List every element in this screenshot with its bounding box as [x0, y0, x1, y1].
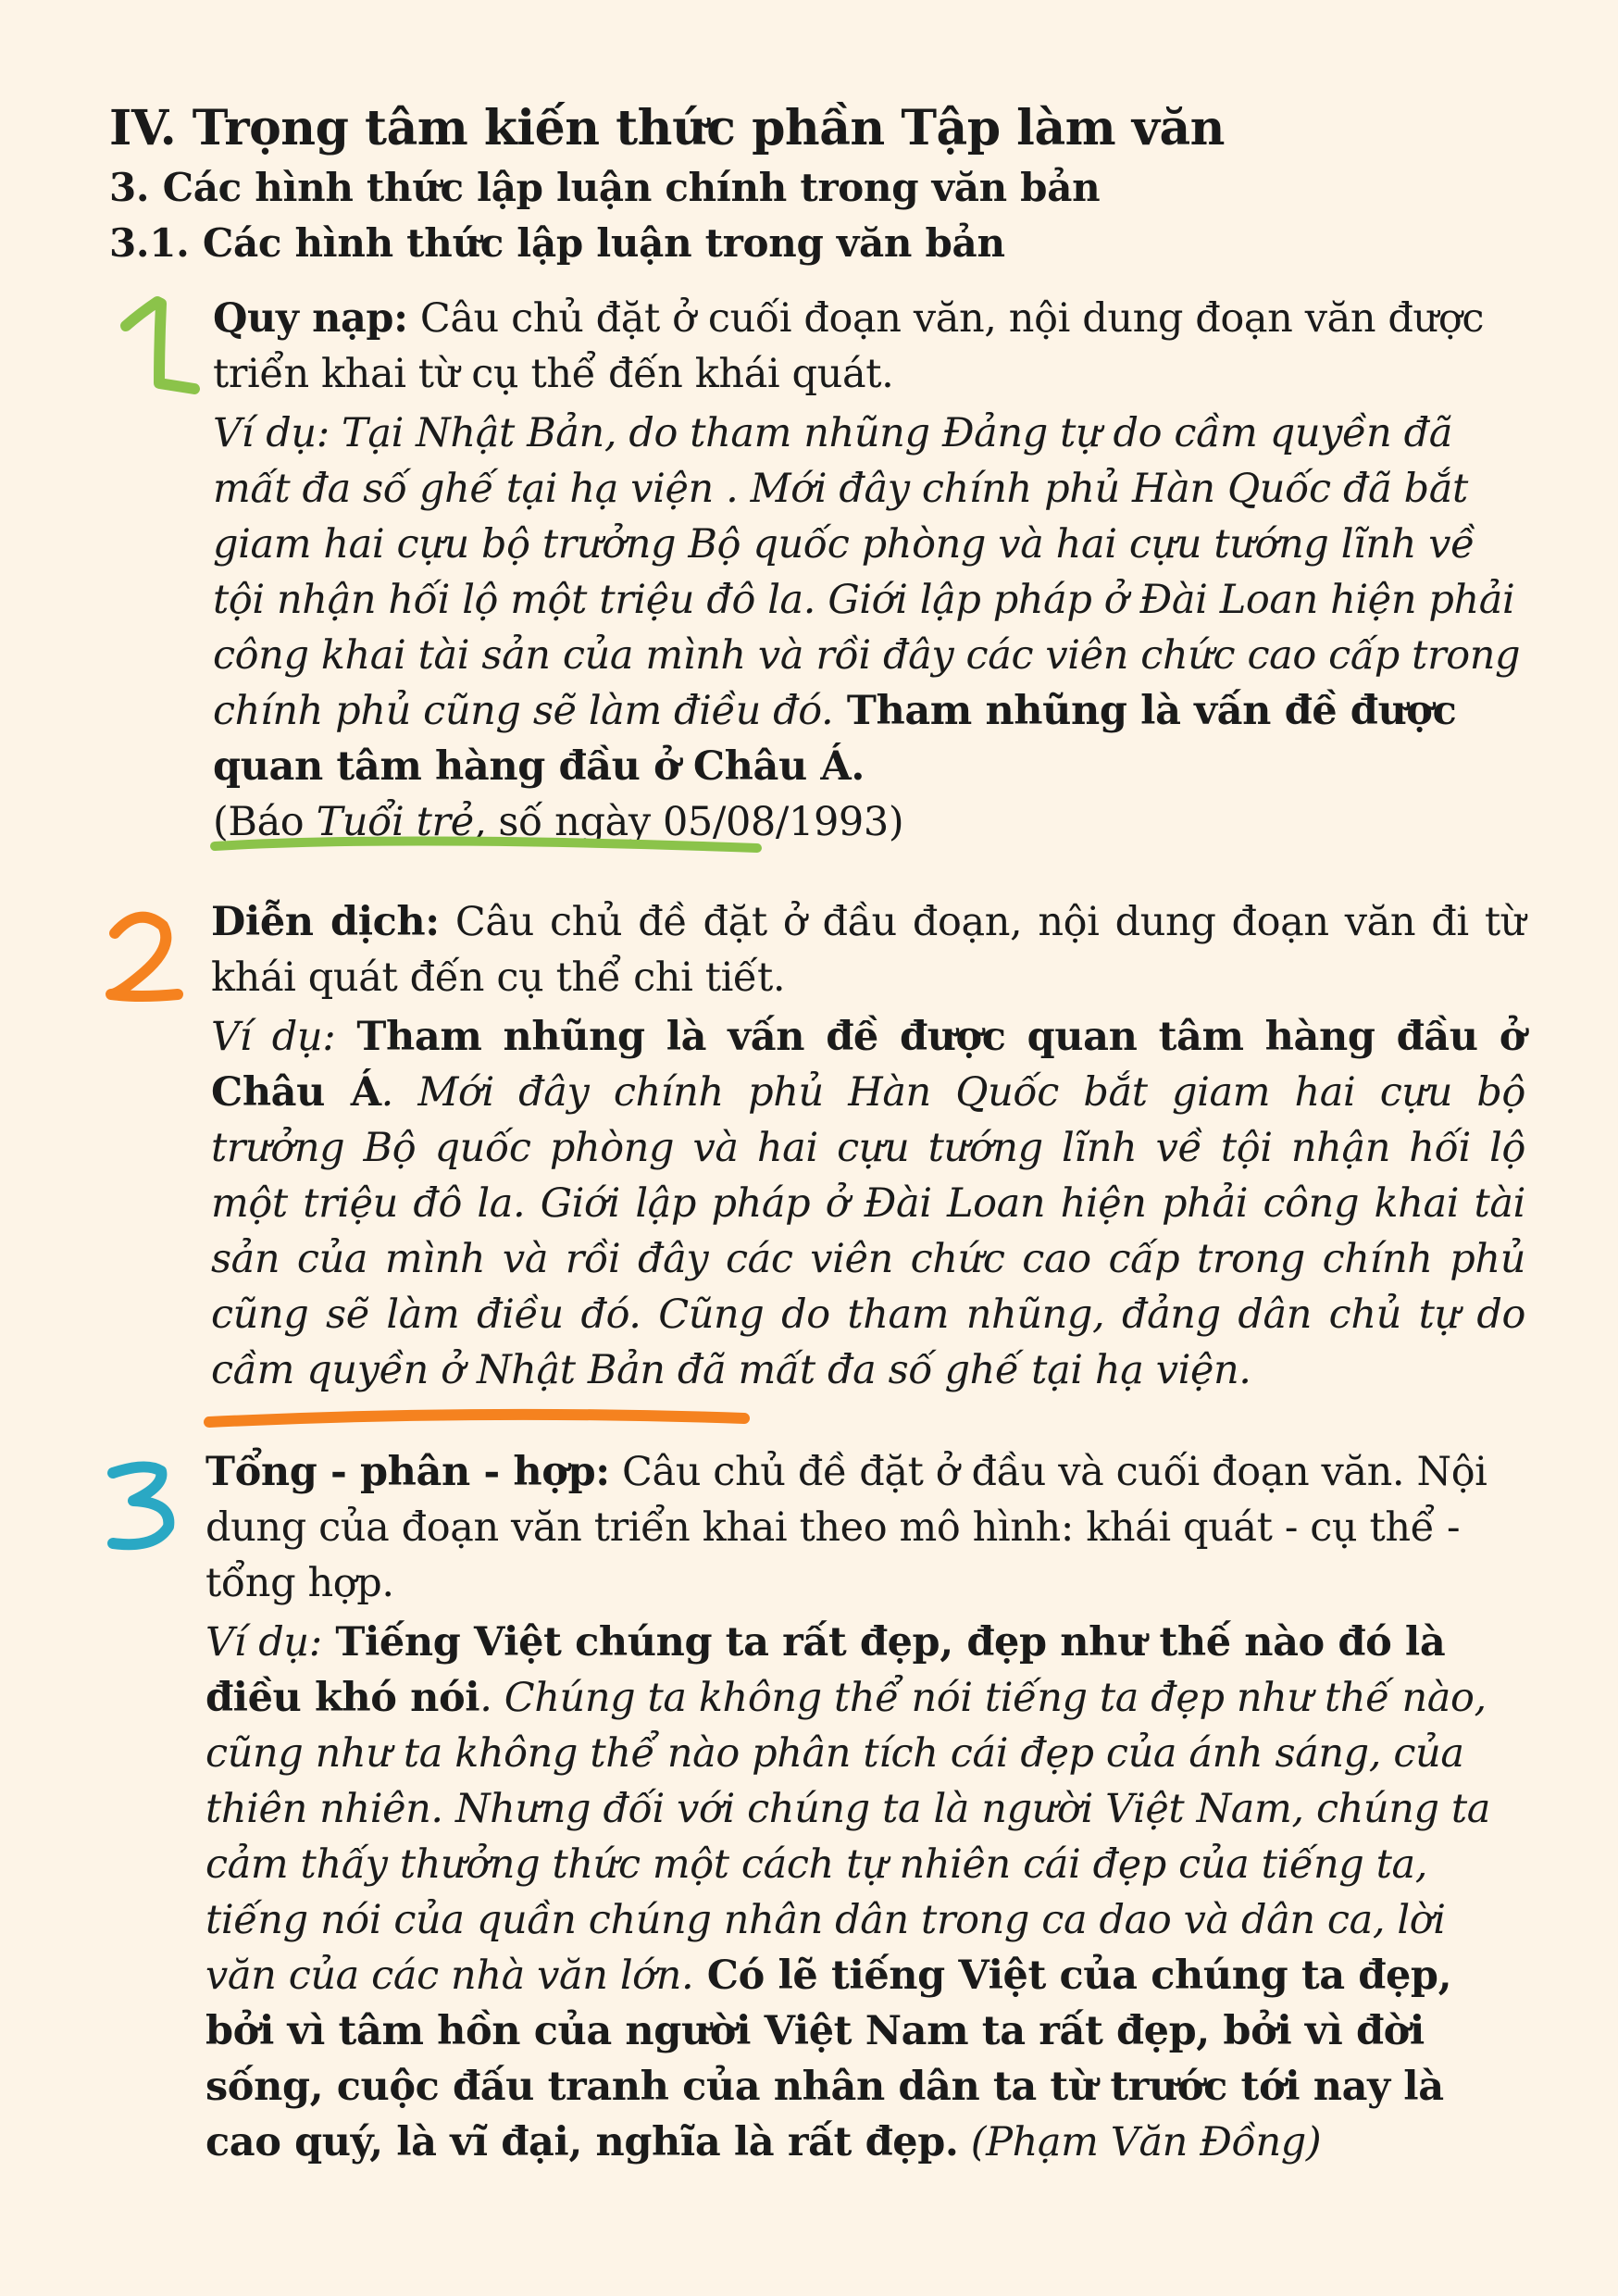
subheading-1: 3. Các hình thức lập luận chính trong văn bản: [109, 165, 1101, 210]
example-source: (Báo Tuổi trẻ, số ngày 05/08/1993): [213, 799, 904, 845]
page-heading: IV. Trọng tâm kiến thức phần Tập làm văn: [109, 100, 1225, 156]
example-paragraph: Ví dụ: Tại Nhật Bản, do tham nhũng Đảng tự do cầm quyền đã mất đa số ghế tại hạ viện . Mới đây chính phủ Hàn Quốc đã bắt giam hai cựu bộ trưởng Bộ quốc phòng và hai cựu tướng lĩnh về tội nhận hối lộ một triệu đô la. Giới lập pháp ở Đài Loan hiện phải công khai tài sản của mình và rồi đây các viên chức cao cấp trong chính phủ cũng sẽ làm điều đó. Tham nhũng là vấn đề được quan tâm hàng đầu ở Châu Á.: [213, 410, 1521, 790]
example-paragraph: Ví dụ: Tiếng Việt chúng ta rất đẹp, đẹp như thế nào đó là điều khó nói. Chúng ta không thể nói tiếng ta đẹp như thế nào, cũng như ta không thể nào phân tích cái đẹp của ánh sáng, của thiên nhiên. Nhưng đối với chúng ta là người Việt Nam, chúng ta cảm thấy thưởng thức một cách tự nhiên cái đẹp của tiếng ta, tiếng nói của quần chúng nhân dân trong ca dao và dân ca, lời văn của các nhà văn lớn. Có lẽ tiếng Việt của chúng ta đẹp, bởi vì tâm hồn của người Việt Nam ta rất đẹp, bởi vì đời sống, cuộc đấu tranh của nhân dân ta từ trước tới nay là cao quý, là vĩ đại, nghĩa là rất đẹp. (Phạm Văn Đồng): [205, 1619, 1491, 2165]
section-definition: Quy nạp: Câu chủ đặt ở cuối đoạn văn, nội dung đoạn văn được triển khai từ cụ thể đến khái quát.: [213, 295, 1485, 397]
green-underline-stroke: [211, 833, 766, 861]
section-deductive: [211, 894, 1525, 1398]
section-definition: Diễn dịch: Câu chủ đề đặt ở đầu đoạn, nội dung đoạn văn đi từ khái quát đến cụ thể chi tiết.: [211, 899, 1525, 1001]
section-inductive: [213, 291, 1527, 850]
number-1-handwritten: [109, 298, 202, 400]
section-term: Tổng - phân - hợp:: [205, 1449, 610, 1495]
number-2-handwritten: [102, 905, 185, 1007]
section-definition: Tổng - phân - hợp: Câu chủ đề đặt ở đầu và cuối đoạn văn. Nội dung của đoạn văn triển khai theo mô hình: khái quát - cụ thể - tổng hợp.: [205, 1449, 1487, 1606]
orange-underline-stroke: [204, 1405, 759, 1433]
number-3-handwritten: [100, 1458, 183, 1560]
subheading-2: 3.1. Các hình thức lập luận trong văn bản: [109, 220, 1005, 266]
section-term: Diễn dịch:: [211, 899, 440, 945]
section-term: Quy nạp:: [213, 295, 408, 342]
example-paragraph: Ví dụ: Tham nhũng là vấn đề được quan tâm hàng đầu ở Châu Á. Mới đây chính phủ Hàn Quốc bắt giam hai cựu bộ trưởng Bộ quốc phòng và hai cựu tướng lĩnh về tội nhận hối lộ một triệu đô la. Giới lập pháp ở Đài Loan hiện phải công khai tài sản của mình và rồi đây các viên chức cao cấp trong chính phủ cũng sẽ làm điều đó. Cũng do tham nhũng, đảng dân chủ tự do cầm quyền ở Nhật Bản đã mất đa số ghế tại hạ viện.: [211, 1014, 1526, 1393]
section-general-specific-synthesis: [205, 1444, 1520, 2170]
